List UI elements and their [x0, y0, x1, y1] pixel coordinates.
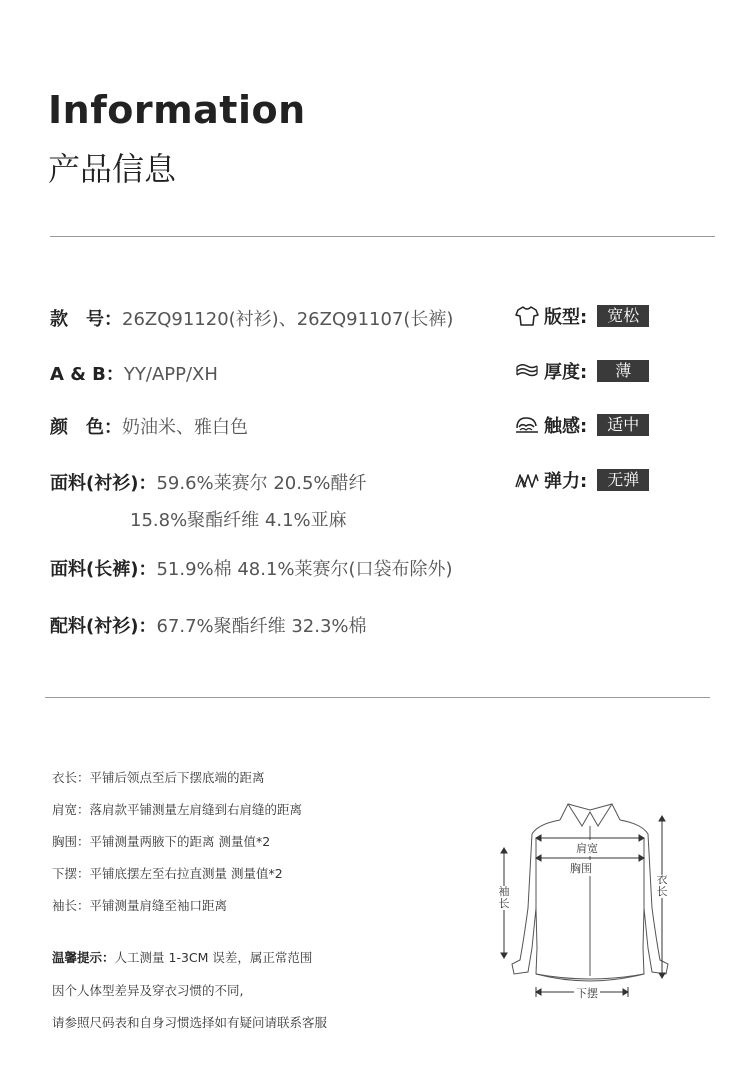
spec-style-number	[50, 305, 453, 331]
attribute-elasticity	[514, 468, 649, 492]
tip-line-3: 请参照尺码表和自身习惯选择如有疑问请联系客服	[52, 1015, 328, 1030]
spec-value: 59.6%莱赛尔 20.5%醋纤	[156, 473, 367, 494]
divider-top	[50, 236, 715, 237]
measurement-shoulder: 肩宽：落肩款平铺测量左肩缝到右肩缝的距离	[52, 802, 303, 817]
measurement-sleeve: 袖长：平铺测量肩缝至袖口距离	[52, 898, 228, 913]
measurement-hem: 下摆：平铺底摆左至右拉直测量 测量值*2	[52, 866, 283, 881]
layers-icon	[514, 360, 540, 382]
spec-ab	[50, 360, 218, 386]
elastic-wave-icon	[514, 469, 540, 491]
spec-value: 51.9%棉 48.1%莱赛尔(口袋布除外)	[156, 559, 453, 580]
diagram-label-chest: 胸围	[570, 862, 592, 875]
attribute-badge: 薄	[597, 360, 649, 382]
attribute-thickness	[514, 359, 649, 383]
diagram-label-hem: 下摆	[576, 987, 598, 1000]
diagram-label-length: 衣长	[656, 873, 668, 898]
attribute-fit	[514, 304, 649, 328]
spec-label: 颜 色：	[50, 417, 122, 438]
spec-shirt-fabric-line2	[130, 506, 347, 532]
attribute-name: 触感:	[544, 416, 588, 437]
tip-line-1	[52, 948, 312, 966]
spec-shirt-fabric	[50, 469, 367, 495]
divider-bottom	[45, 697, 710, 698]
spec-value: 67.7%聚酯纤维 32.3%棉	[156, 616, 367, 637]
measurement-chest: 胸围：平铺测量两腋下的距离 测量值*2	[52, 834, 271, 849]
spec-value: 26ZQ91120(衬衫)、26ZQ91107(长裤)	[122, 309, 454, 330]
attribute-badge: 无弹	[597, 469, 649, 491]
spec-label: A & B：	[50, 364, 124, 385]
spec-label: 面料(衬衫)：	[50, 473, 157, 494]
spec-shirt-trim	[50, 612, 367, 638]
tip-line-2: 因个人体型差异及穿衣习惯的不同,	[52, 983, 244, 998]
spec-label: 配料(衬衫)：	[50, 616, 157, 637]
tip-label: 温馨提示：	[52, 950, 115, 965]
shirt-measurement-diagram	[490, 798, 690, 1003]
hand-touch-icon	[514, 414, 540, 436]
attribute-badge: 宽松	[597, 305, 649, 327]
spec-color	[50, 413, 248, 439]
title-chinese: 产品信息	[48, 150, 177, 188]
attribute-name: 厚度:	[544, 362, 588, 383]
spec-label: 面料(长裤)：	[50, 559, 157, 580]
tshirt-icon	[514, 305, 540, 327]
measurement-length: 衣长：平铺后领点至后下摆底端的距离	[52, 770, 265, 785]
attribute-name: 弹力:	[544, 471, 588, 492]
attribute-touch	[514, 413, 649, 437]
spec-value: YY/APP/XH	[123, 364, 218, 385]
spec-value: 15.8%聚酯纤维 4.1%亚麻	[130, 510, 347, 531]
diagram-label-shoulder: 肩宽	[576, 842, 598, 855]
spec-pants-fabric	[50, 555, 453, 581]
tip-text: 人工测量 1-3CM 误差，属正常范围	[114, 950, 313, 965]
diagram-label-sleeve: 袖长	[498, 885, 510, 910]
spec-label: 款 号：	[50, 309, 122, 330]
spec-value: 奶油米、雅白色	[122, 417, 248, 438]
attribute-name: 版型:	[544, 307, 588, 328]
title-english: Information	[48, 88, 306, 132]
attribute-badge: 适中	[597, 414, 649, 436]
